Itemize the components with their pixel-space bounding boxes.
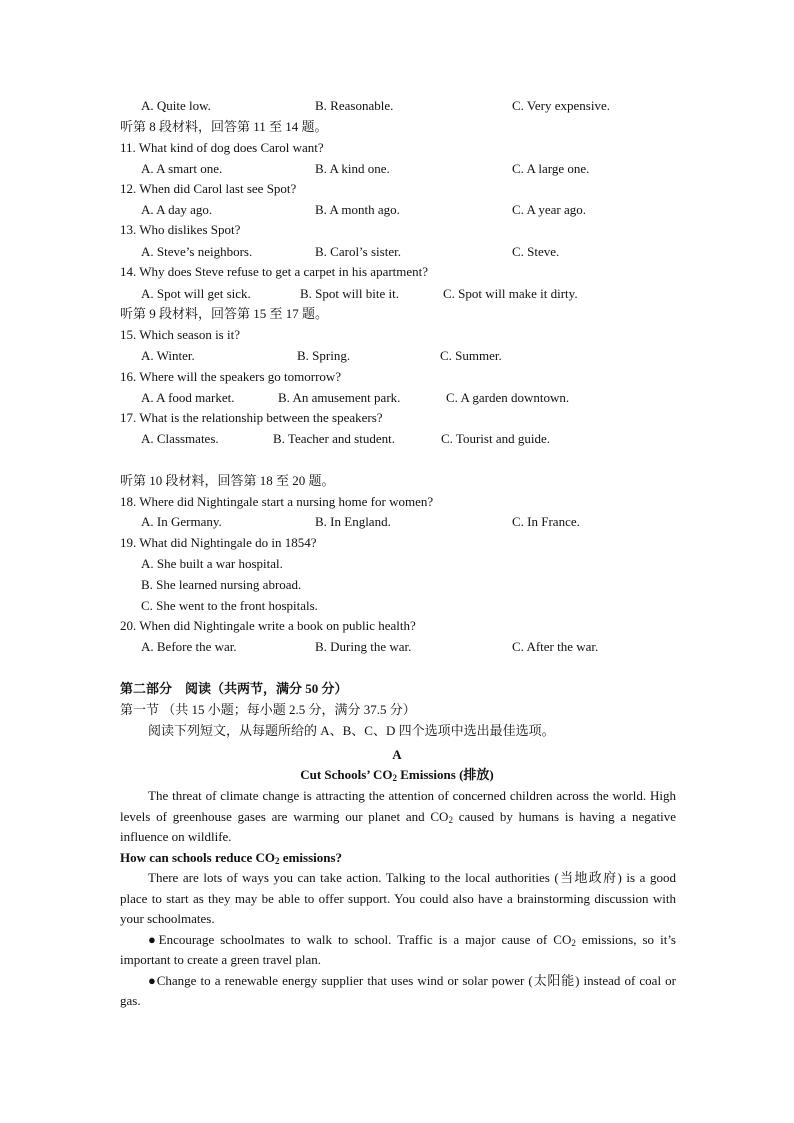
bullet-2: ●Change to a renewable energy supplier that uses wind or solar power (太阳能) instead of coal or gas. [120, 972, 676, 1008]
answer-option: A. A day ago. [141, 202, 213, 217]
paragraph-2: There are lots of ways you can take action. Talking to the local authorities (当地政府) is a good place to start as they may be able to offer support. You could also have a brainstorming discussion with your schoolmates. [120, 870, 676, 926]
question-text: 14. Why does Steve refuse to get a carpet in his apartment? [120, 264, 429, 279]
section-heading: 听第 9 段材料，回答第 15 至 17 题。 [120, 306, 329, 321]
part-two-title: 第二部分 阅读（共两节，满分 50 分） [120, 681, 348, 696]
answer-option: B. Carol’s sister. [315, 244, 401, 259]
answer-option: B. In England. [315, 514, 391, 529]
question-text: 17. What is the relationship between the speakers? [120, 410, 383, 425]
answer-option: C. A garden downtown. [446, 390, 570, 405]
question-text: 11. What kind of dog does Carol want? [120, 140, 324, 155]
section-one-title: 第一节 （共 15 小题；每小题 2.5 分，满分 37.5 分） [120, 702, 416, 717]
answer-option: B. Spot will bite it. [300, 286, 399, 301]
answer-option: A. A smart one. [141, 161, 223, 176]
answer-option: C. Steve. [512, 244, 560, 259]
question-text: 20. When did Nightingale write a book on public health? [120, 618, 416, 633]
answer-option: C. A large one. [512, 161, 590, 176]
answer-option: A. In Germany. [141, 514, 222, 529]
answer-option: B. Teacher and student. [273, 431, 395, 446]
answer-option: B. A kind one. [315, 161, 390, 176]
answer-option: C. She went to the front hospitals. [141, 598, 318, 613]
answer-option: B. An amusement park. [278, 390, 401, 405]
question-text: 16. Where will the speakers go tomorrow? [120, 369, 342, 384]
bullet-1: ●Encourage schoolmates to walk to school. Traffic is a major cause of $CO_2$ emissions, so it’s important to create a green travel plan. [120, 931, 676, 967]
answer-option: C. Spot will make it dirty. [443, 286, 578, 301]
answer-option: A. Winter. [141, 348, 195, 363]
answer-option: A. A food market. [141, 390, 235, 405]
question-text: 18. Where did Nightingale start a nursing home for women? [120, 494, 434, 509]
passage-letter: A [392, 747, 402, 762]
answer-option: C. Tourist and guide. [441, 431, 550, 446]
answer-option: A. Classmates. [141, 431, 219, 446]
passage-subheading: How can schools reduce $CO_2$ emissions? [120, 849, 343, 866]
answer-option: C. In France. [512, 514, 580, 529]
answer-option: A. She built a war hospital. [141, 556, 283, 571]
paragraph-1: The threat of climate change is attracting the attention of concerned children across the world. High levels of greenhouse gases are warming our planet and $CO_2$ caused by humans is having a negative influence on wildlife. [120, 788, 676, 844]
question-text: 12. When did Carol last see Spot? [120, 181, 297, 196]
answer-option: A. Steve’s neighbors. [141, 244, 253, 259]
question-text: 19. What did Nightingale do in 1854? [120, 535, 317, 550]
answer-option: C. Summer. [440, 348, 502, 363]
reading-instruction: 阅读下列短文，从每题所给的 A、B、C、D 四个选项中选出最佳选项。 [148, 723, 555, 738]
answer-option: C. Very expensive. [512, 98, 610, 113]
answer-option: B. She learned nursing abroad. [141, 577, 302, 592]
answer-option: B. During the war. [315, 639, 412, 654]
passage-title: Cut Schools’ $CO_2$ Emissions (排放) [300, 767, 494, 783]
answer-option: B. Reasonable. [315, 98, 394, 113]
section-heading: 听第 8 段材料，回答第 11 至 14 题。 [120, 119, 328, 134]
answer-option: C. A year ago. [512, 202, 587, 217]
section-heading: 听第 10 段材料，回答第 18 至 20 题。 [120, 473, 335, 488]
answer-option: A. Before the war. [141, 639, 237, 654]
question-text: 15. Which season is it? [120, 327, 240, 342]
answer-option: B. Spring. [297, 348, 351, 363]
answer-option: A. Spot will get sick. [141, 286, 251, 301]
passage-body [120, 786, 676, 1012]
question-text: 13. Who dislikes Spot? [120, 222, 241, 237]
answer-option: B. A month ago. [315, 202, 400, 217]
answer-option: C. After the war. [512, 639, 599, 654]
answer-option: A. Quite low. [141, 98, 211, 113]
